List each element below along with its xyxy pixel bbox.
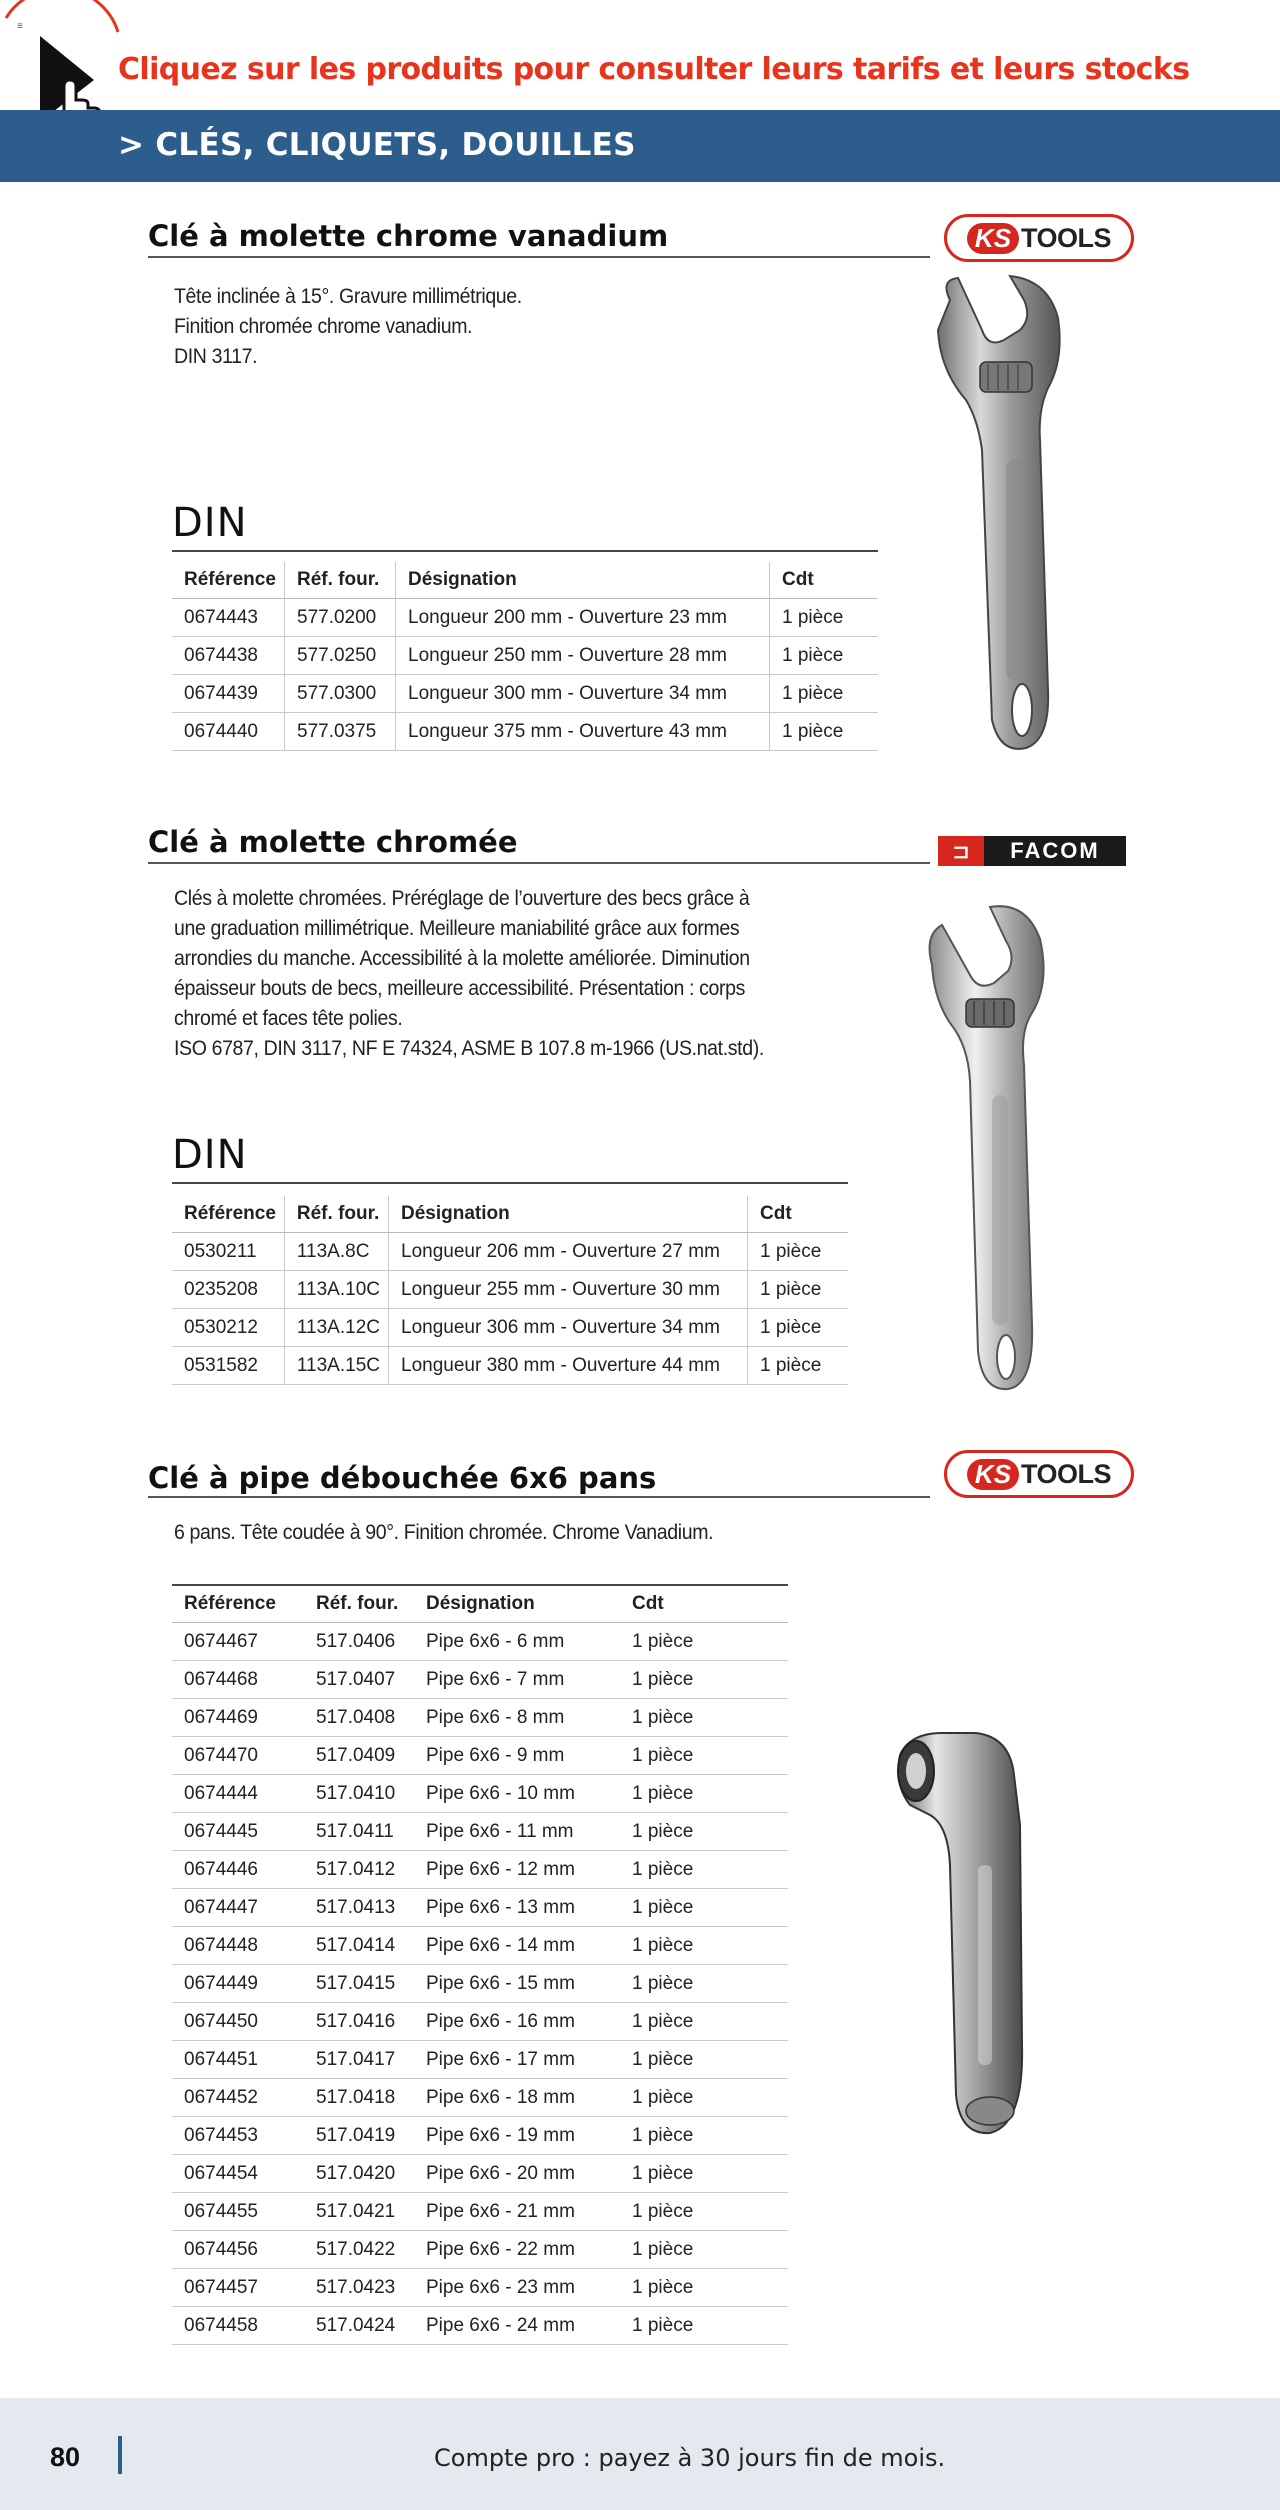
cell-supplier-ref: 517.0412	[304, 1851, 414, 1889]
cell-packaging: 1 pièce	[770, 713, 879, 751]
table-row[interactable]	[172, 2079, 788, 2117]
facom-logo: ⊐ FACOM	[938, 836, 1126, 866]
cell-reference[interactable]: 0674468	[172, 1661, 304, 1699]
table-row[interactable]	[172, 1927, 788, 1965]
cell-packaging: 1 pièce	[748, 1309, 849, 1347]
table-row[interactable]	[172, 1889, 788, 1927]
kstools-logo: KS TOOLS	[944, 1450, 1134, 1498]
cell-reference[interactable]: 0674453	[172, 2117, 304, 2155]
col-header-designation: Désignation	[414, 1586, 620, 1623]
table-row[interactable]	[172, 1813, 788, 1851]
cell-packaging: 1 pièce	[620, 2003, 788, 2041]
cell-reference[interactable]: 0235208	[172, 1271, 284, 1309]
cell-packaging: 1 pièce	[620, 1775, 788, 1813]
cell-supplier-ref: 577.0375	[285, 713, 396, 751]
table-row[interactable]	[172, 2231, 788, 2269]
cell-designation: Pipe 6x6 - 20 mm	[414, 2155, 620, 2193]
cell-packaging: 1 pièce	[748, 1347, 849, 1385]
product-description: Tête inclinée à 15°. Gravure millimétrique. Finition chromée chrome vanadium. DIN 3117.	[174, 285, 522, 368]
cell-supplier-ref: 577.0300	[285, 675, 396, 713]
cell-supplier-ref: 577.0200	[285, 599, 396, 637]
cell-reference[interactable]: 0674448	[172, 1927, 304, 1965]
cell-supplier-ref: 113A.12C	[284, 1309, 388, 1347]
col-header-supplier-ref: Réf. four.	[284, 1196, 388, 1233]
cell-designation: Longueur 200 mm - Ouverture 23 mm	[396, 599, 770, 637]
cell-packaging: 1 pièce	[748, 1271, 849, 1309]
cell-reference[interactable]: 0674446	[172, 1851, 304, 1889]
cell-packaging: 1 pièce	[620, 2041, 788, 2079]
cell-reference[interactable]: 0674439	[172, 675, 285, 713]
cell-packaging: 1 pièce	[748, 1233, 849, 1271]
cell-reference[interactable]: 0674452	[172, 2079, 304, 2117]
cell-packaging: 1 pièce	[620, 1623, 788, 1661]
table-header-row	[172, 1586, 788, 1623]
table-row[interactable]	[172, 1661, 788, 1699]
cell-designation: Pipe 6x6 - 17 mm	[414, 2041, 620, 2079]
table-row[interactable]	[172, 2041, 788, 2079]
cell-packaging: 1 pièce	[620, 1813, 788, 1851]
din-label: DIN	[172, 500, 248, 546]
cell-supplier-ref: 517.0407	[304, 1661, 414, 1699]
cell-packaging: 1 pièce	[770, 599, 879, 637]
cell-designation: Pipe 6x6 - 22 mm	[414, 2231, 620, 2269]
table-header-row	[172, 562, 878, 599]
cell-packaging: 1 pièce	[620, 1737, 788, 1775]
cell-designation: Longueur 300 mm - Ouverture 34 mm	[396, 675, 770, 713]
cell-supplier-ref: 517.0406	[304, 1623, 414, 1661]
cell-designation: Pipe 6x6 - 23 mm	[414, 2269, 620, 2307]
cell-reference[interactable]: 0674467	[172, 1623, 304, 1661]
cell-designation: Pipe 6x6 - 14 mm	[414, 1927, 620, 1965]
col-header-packaging: Cdt	[620, 1586, 788, 1623]
cell-reference[interactable]: 0674447	[172, 1889, 304, 1927]
table-row[interactable]	[172, 1271, 848, 1309]
cell-designation: Pipe 6x6 - 19 mm	[414, 2117, 620, 2155]
col-header-reference: Référence	[172, 1586, 304, 1623]
cell-supplier-ref: 517.0418	[304, 2079, 414, 2117]
cell-reference[interactable]: 0674455	[172, 2193, 304, 2231]
product-table	[172, 562, 878, 751]
cell-supplier-ref: 517.0422	[304, 2231, 414, 2269]
cell-reference[interactable]: 0674458	[172, 2307, 304, 2345]
cell-supplier-ref: 517.0410	[304, 1775, 414, 1813]
din-divider	[172, 1182, 848, 1184]
cell-designation: Pipe 6x6 - 12 mm	[414, 1851, 620, 1889]
cell-supplier-ref: 517.0421	[304, 2193, 414, 2231]
section-title[interactable]: Clé à pipe débouchée 6x6 pans	[148, 1461, 657, 1495]
table-row[interactable]	[172, 1851, 788, 1889]
cell-supplier-ref: 517.0409	[304, 1737, 414, 1775]
cell-designation: Pipe 6x6 - 8 mm	[414, 1699, 620, 1737]
cell-supplier-ref: 517.0413	[304, 1889, 414, 1927]
section-divider	[148, 862, 930, 864]
cell-designation: Longueur 255 mm - Ouverture 30 mm	[389, 1271, 748, 1309]
cell-reference[interactable]: 0530212	[172, 1309, 284, 1347]
cell-supplier-ref: 517.0408	[304, 1699, 414, 1737]
cell-designation: Longueur 375 mm - Ouverture 43 mm	[396, 713, 770, 751]
cell-designation: Pipe 6x6 - 24 mm	[414, 2307, 620, 2345]
cell-packaging: 1 pièce	[620, 1851, 788, 1889]
cell-packaging: 1 pièce	[620, 2079, 788, 2117]
cell-supplier-ref: 113A.8C	[284, 1233, 388, 1271]
cell-supplier-ref: 517.0415	[304, 1965, 414, 2003]
table-row[interactable]	[172, 2003, 788, 2041]
cell-designation: Pipe 6x6 - 11 mm	[414, 1813, 620, 1851]
cell-packaging: 1 pièce	[620, 1927, 788, 1965]
cell-packaging: 1 pièce	[620, 2155, 788, 2193]
table-header-row	[172, 1196, 848, 1233]
col-header-supplier-ref: Réf. four.	[304, 1586, 414, 1623]
section-title[interactable]: Clé à molette chrome vanadium	[148, 219, 669, 253]
section-divider	[148, 256, 930, 258]
cell-supplier-ref: 517.0411	[304, 1813, 414, 1851]
cell-reference[interactable]: 0674469	[172, 1699, 304, 1737]
adjustable-wrench-image[interactable]	[920, 895, 1070, 1395]
cell-designation: Pipe 6x6 - 15 mm	[414, 1965, 620, 2003]
cell-reference[interactable]: 0674449	[172, 1965, 304, 2003]
cell-packaging: 1 pièce	[620, 2307, 788, 2345]
cell-packaging: 1 pièce	[770, 675, 879, 713]
banner-link[interactable]: Cliquez sur les produits pour consulter leurs tarifs et leurs stocks	[118, 52, 1190, 87]
product-table	[172, 1196, 848, 1385]
category-title: > CLÉS, CLIQUETS, DOUILLES	[118, 127, 636, 163]
table-row[interactable]	[172, 1965, 788, 2003]
cell-supplier-ref: 577.0250	[285, 637, 396, 675]
table-row[interactable]	[172, 2269, 788, 2307]
col-header-designation: Désignation	[389, 1196, 748, 1233]
cell-packaging: 1 pièce	[620, 1661, 788, 1699]
cell-reference[interactable]: 0674450	[172, 2003, 304, 2041]
table-row[interactable]	[172, 713, 878, 751]
table-row[interactable]	[172, 675, 878, 713]
cell-supplier-ref: 113A.15C	[284, 1347, 388, 1385]
cell-designation: Pipe 6x6 - 18 mm	[414, 2079, 620, 2117]
product-table	[172, 1586, 788, 2345]
cell-packaging: 1 pièce	[620, 2117, 788, 2155]
cell-designation: Longueur 380 mm - Ouverture 44 mm	[389, 1347, 748, 1385]
cell-packaging: 1 pièce	[620, 2269, 788, 2307]
cell-designation: Pipe 6x6 - 16 mm	[414, 2003, 620, 2041]
cell-reference[interactable]: 0674454	[172, 2155, 304, 2193]
cell-reference[interactable]: 0531582	[172, 1347, 284, 1385]
cell-reference[interactable]: 0674443	[172, 599, 285, 637]
page-number-divider	[118, 2436, 122, 2474]
cell-packaging: 1 pièce	[620, 2193, 788, 2231]
table-row[interactable]	[172, 637, 878, 675]
cell-designation: Pipe 6x6 - 6 mm	[414, 1623, 620, 1661]
cell-supplier-ref: 517.0423	[304, 2269, 414, 2307]
col-header-reference: Référence	[172, 562, 285, 599]
cell-designation: Longueur 250 mm - Ouverture 28 mm	[396, 637, 770, 675]
cell-reference[interactable]: 0674456	[172, 2231, 304, 2269]
cell-packaging: 1 pièce	[620, 1889, 788, 1927]
cell-designation: Longueur 306 mm - Ouverture 34 mm	[389, 1309, 748, 1347]
product-description: 6 pans. Tête coudée à 90°. Finition chromée. Chrome Vanadium.	[174, 1521, 714, 1544]
table-row[interactable]	[172, 2193, 788, 2231]
footer-text: Compte pro : payez à 30 jours fin de mois.	[434, 2444, 946, 2472]
cell-supplier-ref: 517.0417	[304, 2041, 414, 2079]
table-row[interactable]	[172, 2155, 788, 2193]
section-title[interactable]: Clé à molette chromée	[148, 825, 518, 859]
cell-designation: Pipe 6x6 - 9 mm	[414, 1737, 620, 1775]
table-row[interactable]	[172, 1233, 848, 1271]
adjustable-wrench-image[interactable]	[930, 270, 1090, 760]
cell-reference[interactable]: 0674451	[172, 2041, 304, 2079]
col-header-packaging: Cdt	[770, 562, 879, 599]
cell-reference[interactable]: 0530211	[172, 1233, 284, 1271]
din-divider	[172, 550, 878, 552]
cell-reference[interactable]: 0674445	[172, 1813, 304, 1851]
cell-reference[interactable]: 0674440	[172, 713, 285, 751]
cell-designation: Pipe 6x6 - 21 mm	[414, 2193, 620, 2231]
product-description: Clés à molette chromées. Préréglage de l’ouverture des becs grâce à une graduation millimétrique. Meilleure maniabilité grâce aux formes arrondies du manche. Accessibilité à la molette améliorée. Diminution épaisseur bouts de becs, meilleure accessibilité. Présentation : corps chromé et faces tête polies. ISO 6787, DIN 3117, NF E 74324, ASME B 107.8 m-1966 (US.nat.std).	[174, 887, 764, 1060]
cell-reference[interactable]: 0674438	[172, 637, 285, 675]
menu-icon[interactable]: ≡	[17, 21, 23, 32]
table-row[interactable]	[172, 2307, 788, 2345]
table-row[interactable]	[172, 1737, 788, 1775]
cell-designation: Longueur 206 mm - Ouverture 27 mm	[389, 1233, 748, 1271]
table-row[interactable]	[172, 2117, 788, 2155]
table-row[interactable]	[172, 1347, 848, 1385]
cell-designation: Pipe 6x6 - 10 mm	[414, 1775, 620, 1813]
cell-supplier-ref: 517.0424	[304, 2307, 414, 2345]
col-header-designation: Désignation	[396, 562, 770, 599]
section-divider	[148, 1496, 930, 1498]
socket-wrench-image[interactable]	[880, 1715, 1050, 2145]
col-header-supplier-ref: Réf. four.	[285, 562, 396, 599]
cell-supplier-ref: 517.0420	[304, 2155, 414, 2193]
cell-packaging: 1 pièce	[620, 2231, 788, 2269]
table-row[interactable]	[172, 1309, 848, 1347]
table-row[interactable]	[172, 599, 878, 637]
cell-packaging: 1 pièce	[770, 637, 879, 675]
cell-packaging: 1 pièce	[620, 1965, 788, 2003]
page-number: 80	[50, 2442, 81, 2472]
cell-reference[interactable]: 0674444	[172, 1775, 304, 1813]
cell-supplier-ref: 517.0419	[304, 2117, 414, 2155]
col-header-reference: Référence	[172, 1196, 284, 1233]
cell-reference[interactable]: 0674470	[172, 1737, 304, 1775]
cell-designation: Pipe 6x6 - 13 mm	[414, 1889, 620, 1927]
table-row[interactable]	[172, 1775, 788, 1813]
cell-reference[interactable]: 0674457	[172, 2269, 304, 2307]
cell-designation: Pipe 6x6 - 7 mm	[414, 1661, 620, 1699]
cell-supplier-ref: 113A.10C	[284, 1271, 388, 1309]
din-label: DIN	[172, 1132, 248, 1178]
cell-packaging: 1 pièce	[620, 1699, 788, 1737]
kstools-logo: KS TOOLS	[944, 214, 1134, 262]
cell-supplier-ref: 517.0416	[304, 2003, 414, 2041]
cell-supplier-ref: 517.0414	[304, 1927, 414, 1965]
table-row[interactable]	[172, 1699, 788, 1737]
table-row[interactable]	[172, 1623, 788, 1661]
col-header-packaging: Cdt	[748, 1196, 849, 1233]
